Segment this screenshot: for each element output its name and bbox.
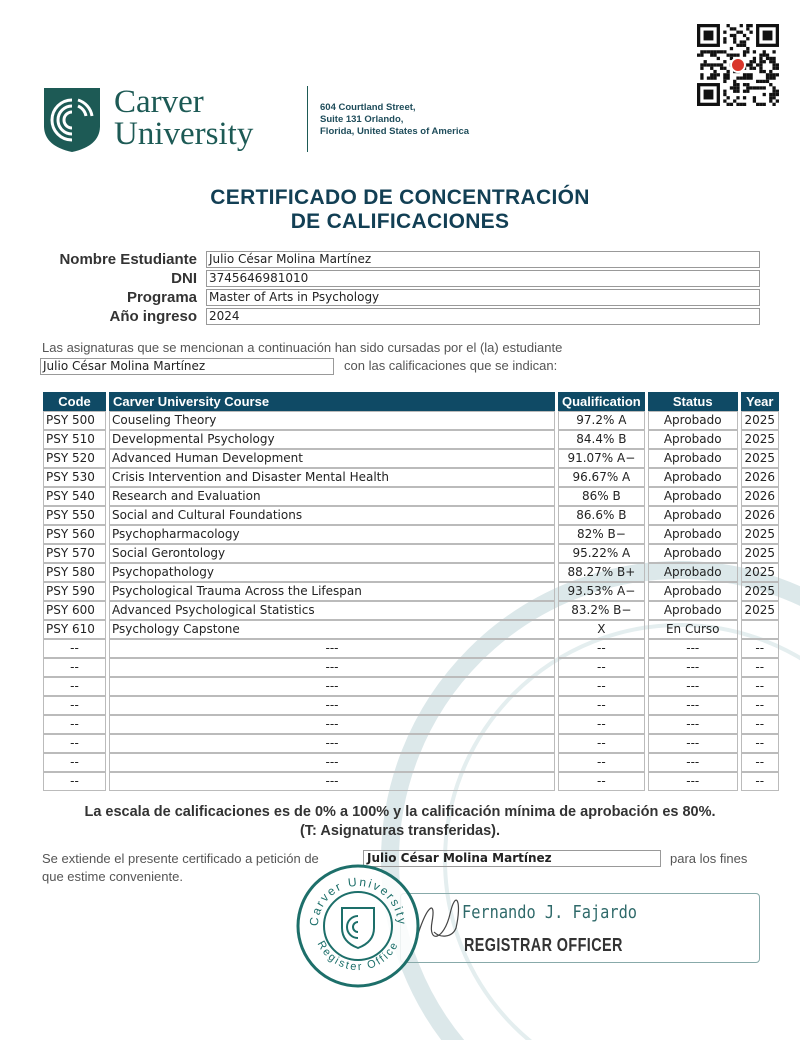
cell-course: --- <box>109 772 555 791</box>
cell-year: 2025 <box>741 582 779 601</box>
table-row <box>43 639 779 658</box>
cell-code: PSY 560 <box>43 525 106 544</box>
cell-course: --- <box>109 677 555 696</box>
table-row <box>43 506 779 525</box>
cell-year: 2026 <box>741 468 779 487</box>
field-dni: 3745646981010 <box>206 270 760 287</box>
cell-code: PSY 590 <box>43 582 106 601</box>
cell-qualification: -- <box>558 772 645 791</box>
scale-line2: (T: Asignaturas transferidas). <box>299 823 501 839</box>
cell-code: -- <box>43 753 106 772</box>
cell-code: -- <box>43 696 106 715</box>
cell-code: PSY 500 <box>43 411 106 430</box>
cell-qualification: 96.67% A <box>558 468 645 487</box>
university-name-line2: University <box>114 116 254 152</box>
cell-qualification: 86% B <box>558 487 645 506</box>
field-entry-year: 2024 <box>206 308 760 325</box>
table-row <box>43 411 779 430</box>
cell-status: Aprobado <box>648 449 738 468</box>
cell-course: Crisis Intervention and Disaster Mental Health <box>109 468 555 487</box>
cell-qualification: -- <box>558 658 645 677</box>
extension-student-name: Julio César Molina Martínez <box>363 850 661 867</box>
cell-status: --- <box>648 677 738 696</box>
cell-qualification: 97.2% A <box>558 411 645 430</box>
cell-course: Advanced Psychological Statistics <box>109 601 555 620</box>
cell-status: Aprobado <box>648 430 738 449</box>
cell-year: -- <box>741 715 779 734</box>
cell-course: Advanced Human Development <box>109 449 555 468</box>
cell-year: -- <box>741 677 779 696</box>
cell-year: -- <box>741 639 779 658</box>
cell-year: 2026 <box>741 487 779 506</box>
cell-course: Research and Evaluation <box>109 487 555 506</box>
table-row <box>43 525 779 544</box>
signatory-name: Fernando J. Fajardo <box>462 902 638 923</box>
cell-course: --- <box>109 696 555 715</box>
cell-qualification: -- <box>558 734 645 753</box>
cell-qualification: -- <box>558 639 645 658</box>
extension-text: Se extiende el presente certificado a petición de <box>42 851 319 866</box>
table-row <box>43 544 779 563</box>
cell-course: --- <box>109 639 555 658</box>
cell-qualification: 95.22% A <box>558 544 645 563</box>
table-row <box>43 734 779 753</box>
cell-year: -- <box>741 772 779 791</box>
cell-course: --- <box>109 658 555 677</box>
cell-course: --- <box>109 753 555 772</box>
table-row <box>43 677 779 696</box>
table-row <box>43 658 779 677</box>
cell-qualification: 82% B− <box>558 525 645 544</box>
intro-tail: con las calificaciones que se indican: <box>344 358 558 373</box>
cell-course: --- <box>109 734 555 753</box>
cell-status: Aprobado <box>648 487 738 506</box>
cell-year: 2025 <box>741 430 779 449</box>
cell-course: Social and Cultural Foundations <box>109 506 555 525</box>
header-qualification: Qualification <box>558 392 645 411</box>
title-line2: DE CALIFICACIONES <box>290 210 510 233</box>
cell-code: -- <box>43 677 106 696</box>
table-row <box>43 601 779 620</box>
cell-year: 2025 <box>741 563 779 582</box>
table-row <box>43 430 779 449</box>
university-address <box>320 102 469 138</box>
cell-status: En Curso <box>648 620 738 639</box>
title-line1: CERTIFICADO DE CONCENTRACIÓN <box>210 186 590 209</box>
intro-student-name: Julio César Molina Martínez <box>40 358 334 375</box>
cell-code: PSY 600 <box>43 601 106 620</box>
cell-code: PSY 510 <box>43 430 106 449</box>
field-student-name: Julio César Molina Martínez <box>206 251 760 268</box>
header-divider <box>307 86 308 152</box>
header-course: Carver University Course <box>109 392 555 411</box>
university-name <box>114 86 253 150</box>
cell-year: 2025 <box>741 525 779 544</box>
cell-code: -- <box>43 639 106 658</box>
seal-bottom-text: Register Office <box>314 938 402 974</box>
cell-status: --- <box>648 734 738 753</box>
cell-year: 2025 <box>741 544 779 563</box>
cell-status: Aprobado <box>648 544 738 563</box>
cell-qualification: 86.6% B <box>558 506 645 525</box>
label-program: Programa <box>126 289 197 306</box>
cell-code: PSY 540 <box>43 487 106 506</box>
address-line: 604 Courtland Street, <box>320 102 416 113</box>
cell-course: Psychopathology <box>109 563 555 582</box>
cell-status: Aprobado <box>648 468 738 487</box>
cell-code: PSY 610 <box>43 620 106 639</box>
intro-text: Las asignaturas que se mencionan a continuación han sido cursadas por el (la) estudiante <box>42 340 563 355</box>
cell-status: Aprobado <box>648 411 738 430</box>
cell-code: PSY 580 <box>43 563 106 582</box>
cell-year: -- <box>741 658 779 677</box>
header-status: Status <box>648 392 738 411</box>
cell-code: -- <box>43 715 106 734</box>
cell-qualification: -- <box>558 753 645 772</box>
cell-qualification: -- <box>558 696 645 715</box>
cell-status: --- <box>648 639 738 658</box>
cell-year: 2025 <box>741 601 779 620</box>
cell-status: Aprobado <box>648 563 738 582</box>
field-program: Master of Arts in Psychology <box>206 289 760 306</box>
table-header-row <box>43 392 779 411</box>
cell-status: Aprobado <box>648 506 738 525</box>
table-row <box>43 715 779 734</box>
cell-status: --- <box>648 772 738 791</box>
cell-code: PSY 570 <box>43 544 106 563</box>
table-row <box>43 449 779 468</box>
grades-body <box>43 411 779 791</box>
university-logo-icon <box>42 86 102 154</box>
grades-table <box>40 392 782 791</box>
cell-status: --- <box>648 658 738 677</box>
cell-qualification: -- <box>558 715 645 734</box>
table-row <box>43 582 779 601</box>
cell-year: 2026 <box>741 506 779 525</box>
table-row <box>43 563 779 582</box>
cell-code: -- <box>43 734 106 753</box>
table-row <box>43 696 779 715</box>
cell-year: -- <box>741 734 779 753</box>
cell-status: Aprobado <box>648 601 738 620</box>
table-row <box>43 468 779 487</box>
cell-code: PSY 550 <box>43 506 106 525</box>
header-code: Code <box>43 392 106 411</box>
grading-scale-note <box>0 803 800 841</box>
scale-line1: La escala de calificaciones es de 0% a 100% y la calificación mínima de aprobación es 80%. <box>84 804 716 820</box>
signatory-role: REGISTRAR OFFICER <box>464 935 623 955</box>
cell-course: Psychology Capstone <box>109 620 555 639</box>
registrar-seal-icon <box>294 862 422 990</box>
extension-tail: para los fines <box>670 851 748 866</box>
cell-qualification: 93.53% A− <box>558 582 645 601</box>
extension-line2: que estime conveniente. <box>42 869 183 884</box>
cell-year: -- <box>741 753 779 772</box>
cell-year: -- <box>741 696 779 715</box>
cell-code: -- <box>43 772 106 791</box>
cell-year: 2025 <box>741 411 779 430</box>
cell-status: --- <box>648 696 738 715</box>
address-line: Suite 131 Orlando, <box>320 114 404 125</box>
cell-qualification: 84.4% B <box>558 430 645 449</box>
cell-code: -- <box>43 658 106 677</box>
cell-code: PSY 530 <box>43 468 106 487</box>
label-dni: DNI <box>171 270 197 287</box>
table-row <box>43 772 779 791</box>
qr-code-icon <box>697 24 779 106</box>
table-row <box>43 620 779 639</box>
cell-course: Psychopharmacology <box>109 525 555 544</box>
cell-year: 2025 <box>741 449 779 468</box>
seal-top-text: Carver University <box>306 874 410 927</box>
cell-qualification: 91.07% A− <box>558 449 645 468</box>
cell-course: --- <box>109 715 555 734</box>
cell-course: Couseling Theory <box>109 411 555 430</box>
cell-course: Developmental Psychology <box>109 430 555 449</box>
cell-code: PSY 520 <box>43 449 106 468</box>
cell-status: Aprobado <box>648 525 738 544</box>
label-student-name: Nombre Estudiante <box>59 251 197 268</box>
university-name-line1: Carver <box>114 84 204 120</box>
document-title <box>0 186 800 234</box>
cell-course: Social Gerontology <box>109 544 555 563</box>
cell-qualification: -- <box>558 677 645 696</box>
cell-qualification: 88.27% B+ <box>558 563 645 582</box>
cell-status: Aprobado <box>648 582 738 601</box>
header-year: Year <box>741 392 779 411</box>
cell-course: Psychological Trauma Across the Lifespan <box>109 582 555 601</box>
cell-qualification: X <box>558 620 645 639</box>
table-row <box>43 753 779 772</box>
address-line: Florida, United States of America <box>320 126 470 137</box>
cell-status: --- <box>648 753 738 772</box>
cell-year <box>741 620 779 639</box>
table-row <box>43 487 779 506</box>
cell-qualification: 83.2% B− <box>558 601 645 620</box>
cell-status: --- <box>648 715 738 734</box>
label-entry-year: Año ingreso <box>109 308 197 325</box>
